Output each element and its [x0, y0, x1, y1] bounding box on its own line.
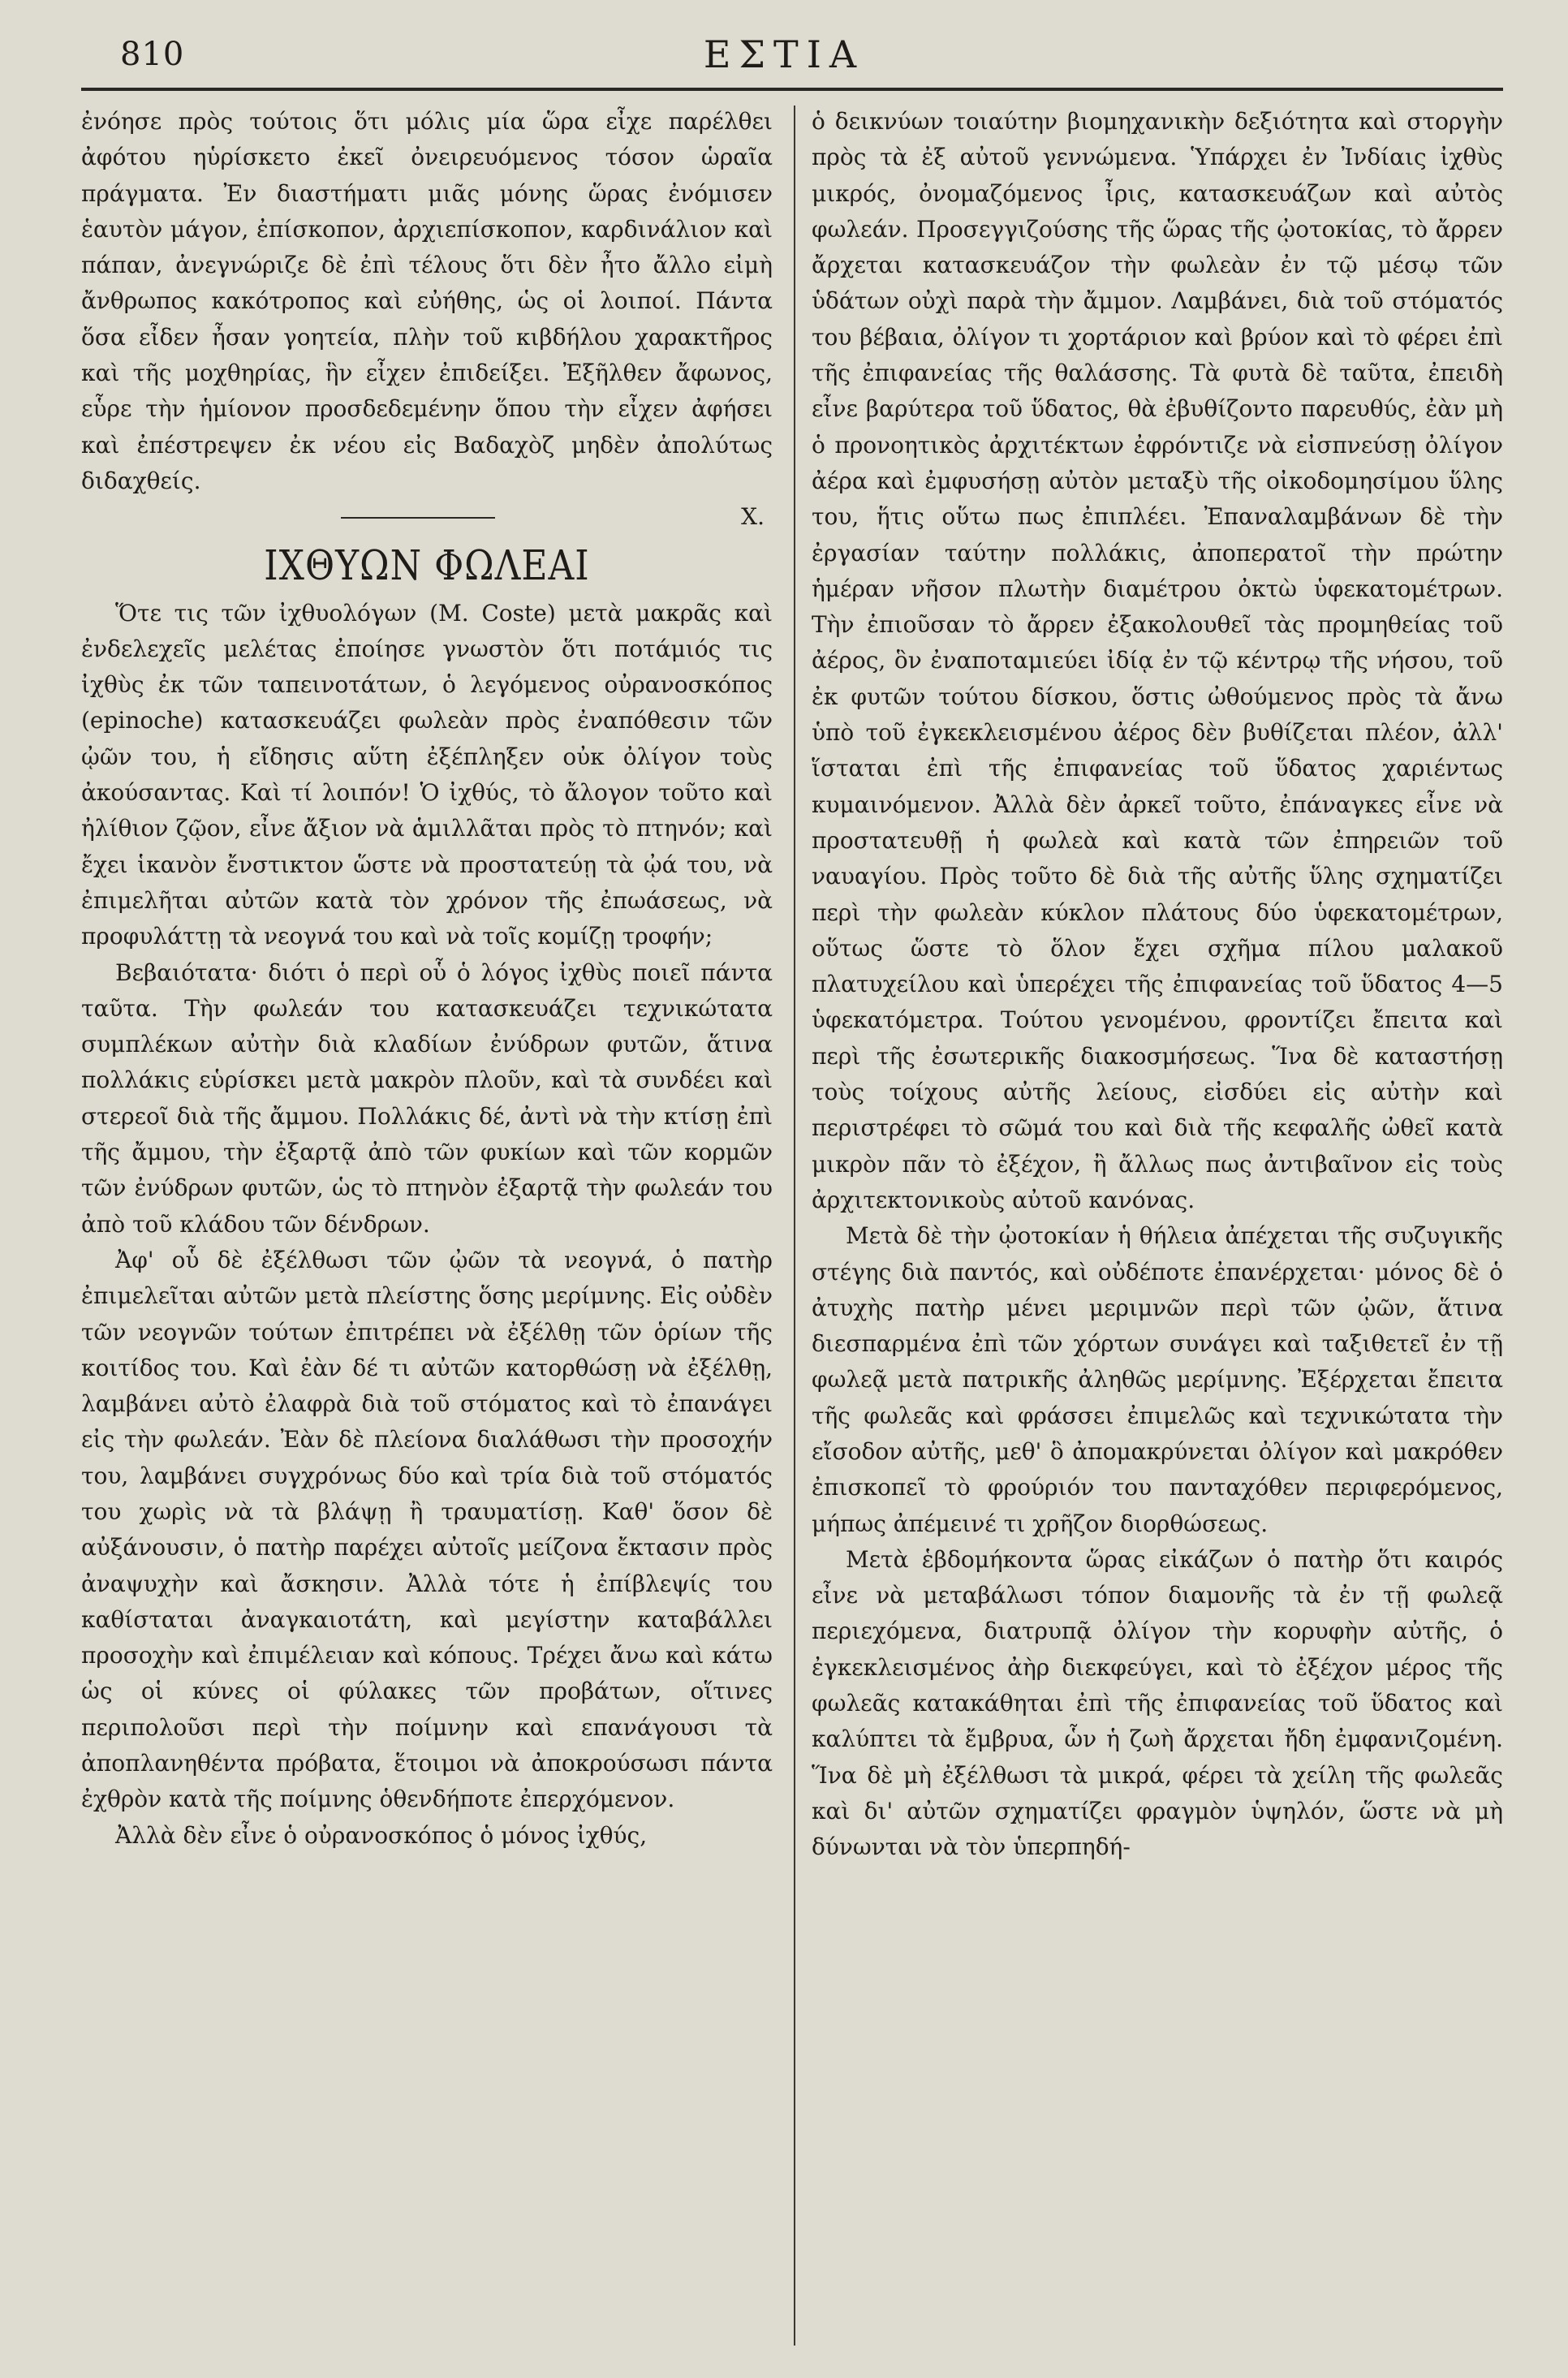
left-column — [81, 104, 773, 1854]
header-rule — [81, 88, 1503, 91]
right-column — [812, 104, 1503, 1866]
paragraph: Βεβαιότατα· διότι ὁ περὶ οὗ ὁ λόγος ἰχθὺς ποιεῖ πάντα ταῦτα. Τὴν φωλεάν του κατασκευάζει τεχνικώτατα συμπλέκων αὐτὴν διὰ κλαδίων ἐνύδρων φυτῶν, ἅτινα πολλάκις εὑρίσκει μετὰ μακρὸν πλοῦν, καὶ τὰ συνδέει καὶ στερεοῖ διὰ τῆς ἄμμου. Πολλάκις δέ, ἀντὶ νὰ τὴν κτίσῃ ἐπὶ τῆς ἄμμου, τὴν ἐξαρτᾷ ἀπὸ τῶν φυκίων καὶ τῶν κορμῶν τῶν ἐνύδρων φυτῶν, ὡς τὸ πτηνὸν ἐξαρτᾷ τὴν φωλεάν του ἀπὸ τοῦ κλάδου τῶν δένδρων. — [81, 959, 773, 1238]
signature-line — [81, 499, 773, 535]
paragraph: Ἀλλὰ δὲν εἶνε ὁ οὐρανοσκόπος ὁ μόνος ἰχθύς, — [115, 1821, 648, 1849]
paragraph: Ὅτε τις τῶν ἰχθυολόγων (Μ. Coste) μετὰ μακρᾶς καὶ ἐνδελεχεῖς μελέτας ἐποίησε γνωστὸν ὅτι ποτάμιός τις ἰχθὺς ἐκ τῶν ταπεινοτάτων, ὁ λεγόμενος οὐρανοσκόπος (epinoche) κατασκευάζει φωλεὰν πρὸς ἐναπόθεσιν τῶν ᾠῶν του, ἡ εἴδησις αὕτη ἐξέπληξεν οὐκ ὀλίγον τοὺς ἀκούσαντας. Καὶ τί λοιπόν! Ὁ ἰχθύς, τὸ ἄλογον τοῦτο καὶ ἠλίθιον ζῷον, εἶνε ἄξιον νὰ ἁμιλλᾶται πρὸς τὸ πτηνόν; καὶ ἔχει ἱκανὸν ἔνστικτον ὥστε νὰ προστατεύῃ τὰ ᾠά του, νὰ ἐπιμελῆται αὐτῶν κατὰ τὸν χρόνον τῆς ἐπωάσεως, νὰ προφυλάττῃ τὰ νεογνά του καὶ νὰ τοῖς κομίζῃ τροφήν; — [81, 599, 773, 950]
intro-paragraph: ἐνόησε πρὸς τούτοις ὅτι μόλις μία ὥρα εἶχε παρέλθει ἀφότου ηὑρίσκετο ἐκεῖ ὀνειρευόμενος τόσον ὡραῖα πράγματα. Ἐν διαστήματι μιᾶς μόνης ὥρας ἐνόμισεν ἑαυτὸν μάγον, ἐπίσκοπον, ἀρχιεπίσκοπον, καρδινάλιον καὶ πάπαν, ἀνεγνώριζε δὲ ἐπὶ τέλους ὅτι δὲν ἦτο ἄλλο εἰμὴ ἄνθρωπος κακότροπος καὶ εὐήθης, ὡς οἱ λοιποί. Πάντα ὅσα εἶδεν ἦσαν γοητεία, πλὴν τοῦ κιβδήλου χαρακτῆρος καὶ τῆς μοχθηρίας, ἣν εἶχεν ἐπιδείξει. Ἐξῆλθεν ἄφωνος, εὗρε τὴν ἡμίονον προσδεδεμένην ὅπου τὴν εἶχεν ἀφήσει καὶ ἐπέστρεψεν ἐκ νέου εἰς Βαδαχὸζ μηδὲν ἀπολύτως διδαχθείς. — [81, 108, 773, 494]
page-number: 810 — [120, 36, 185, 73]
running-head: ΕΣΤΙΑ — [703, 32, 865, 76]
column-divider — [794, 106, 795, 2346]
paragraph: Ἀφ' οὗ δὲ ἐξέλθωσι τῶν ᾠῶν τὰ νεογνά, ὁ πατὴρ ἐπιμελεῖται αὐτῶν μετὰ πλείστης ὅσης μερίμνης. Εἰς οὐδὲν τῶν νεογνῶν τούτων ἐπιτρέπει νὰ ἐξέλθῃ τῶν ὁρίων τῆς κοιτίδος του. Καὶ ἐὰν δέ τι αὐτῶν κατορθώσῃ νὰ ἐξέλθῃ, λαμβάνει αὐτὸ ἐλαφρὰ διὰ τοῦ στόματος καὶ τὸ ἐπανάγει εἰς τὴν φωλεάν. Ἐὰν δὲ πλείονα διαλάθωσι τὴν προσοχήν του, λαμβάνει συγχρόνως δύο καὶ τρία διὰ τοῦ στόματός του χωρὶς νὰ τὰ βλάψῃ ἢ τραυματίσῃ. Καθ' ὅσον δὲ αὐξάνουσιν, ὁ πατὴρ παρέχει αὐτοῖς μείζονα ἔκτασιν πρὸς ἀναψυχὴν καὶ ἄσκησιν. Ἀλλὰ τότε ἡ ἐπίβλεψίς του καθίσταται ἀναγκαιοτάτη, καὶ μεγίστην καταβάλλει προσοχὴν καὶ ἐπιμέλειαν καὶ κόπους. Τρέχει ἄνω καὶ κάτω ὡς οἱ κύνες οἱ φύλακες τῶν προβάτων, οἵτινες περιπολοῦσι περὶ τὴν ποίμνην καὶ επανάγουσι τὰ ἀποπλανηθέντα πρόβατα, ἕτοιμοι νὰ ἀποκρούσωσι πάντα ἐχθρὸν κατὰ τῆς ποίμνης ὁθενδήποτε ἐπερχόμενον. — [81, 1246, 773, 1813]
article-title: ΙΧΘΥΩΝ ΦΩΛΕΑΙ — [264, 541, 590, 590]
paragraph: Μετὰ ἑβδομήκοντα ὥρας εἰκάζων ὁ πατὴρ ὅτι καιρός εἶνε νὰ μεταβάλωσι τόπον διαμονῆς τὰ ἐν τῇ φωλεᾷ περιεχόμενα, διατρυπᾷ ὀλίγον τὴν κορυφὴν αὐτῆς, ὁ ἐγκεκλεισμένος ἀὴρ διεκφεύγει, καὶ τὸ ἐξέχον μέρος τῆς φωλεᾶς κατακάθηται ἐπὶ τῆς ἐπιφανείας τοῦ ὕδατος καὶ καλύπτει τὰ ἔμβρυα, ὧν ἡ ζωὴ ἄρχεται ἤδη ἐμφανιζομένη. Ἵνα δὲ μὴ ἐξέλθωσι τὰ μικρά, φέρει τὰ χείλη τῆς φωλεᾶς καὶ δι' αὐτῶν σχηματίζει φραγμὸν ὑψηλόν, ὥστε νὰ μὴ δύνωνται νὰ τὸν ὑπερπηδή- — [812, 1545, 1503, 1861]
signature-rule — [341, 517, 495, 519]
signature: Χ. — [741, 503, 765, 531]
paragraph: ὁ δεικνύων τοιαύτην βιομηχανικὴν δεξιότητα καὶ στοργὴν πρὸς τὰ ἐξ αὐτοῦ γεννώμενα. Ὑπάρχει ἐν Ἰνδίαις ἰχθὺς μικρός, ὀνομαζόμενος ἶρις, κατασκευάζων καὶ αὐτὸς φωλεάν. Προσεγγιζούσης τῆς ὥρας τῆς ᾠοτοκίας, τὸ ἄρρεν ἄρχεται κατασκευάζον τὴν φωλεὰν ἐν τῷ μέσῳ τῶν ὑδάτων οὐχὶ παρὰ τὴν ἄμμον. Λαμβάνει, διὰ τοῦ στόματός του βέβαια, ὀλίγον τι χορτάριον καὶ βρύον καὶ τὸ φέρει ἐπὶ τῆς ἐπιφανείας τῆς θαλάσσης. Τὰ φυτὰ δὲ ταῦτα, ἐπειδὴ εἶνε βαρύτερα τοῦ ὕδατος, θὰ ἐβυθίζοντο παρευθύς, ἐὰν μὴ ὁ προνοητικὸς ἀρχιτέκτων ἐφρόντιζε νὰ εἰσπνεύσῃ ὀλίγον ἀέρα καὶ ἐμφυσήσῃ αὐτὸν μεταξὺ τῆς οἰκοδομησίμου ὕλης του, ἥτις οὕτω πως ἐπιπλέει. Ἐπαναλαμβάνων δὲ τὴν ἐργασίαν ταύτην πολλάκις, ἀποπερατοῖ τὴν πρώτην ἡμέραν νῆσον πλωτὴν διαμέτρου ὀκτὼ ὑφεκατομέτρων. Τὴν ἐπιοῦσαν τὸ ἄρρεν ἐξακολουθεῖ τὰς προμηθείας τοῦ ἀέρος, ὃν ἐναποταμιεύει ἰδίᾳ ἐν τῷ κέντρῳ τῆς νήσου, τοῦ ἐκ φυτῶν τούτου δίσκου, ὅστις ὠθούμενος πρὸς τὰ ἄνω ὑπὸ τοῦ ἐγκεκλεισμένου ἀέρος δὲν βυθίζεται πλέον, ἀλλ' ἵσταται ἐπὶ τῆς ἐπιφανείας τοῦ ὕδατος χαριέντως κυμαινόμενον. Ἀλλὰ δὲν ἀρκεῖ τοῦτο, ἐπάναγκες εἶνε νὰ προστατευθῇ ἡ φωλεὰ καὶ κατὰ τῶν ἐπηρειῶν τοῦ ναυαγίου. Πρὸς τοῦτο δὲ διὰ τῆς αὐτῆς ὕλης σχηματίζει περὶ τὴν φωλεὰν κύκλον πλάτους δύο ὑφεκατομέτρων, οὕτως ὥστε τὸ ὅλον ἔχει σχῆμα πίλου μαλακοῦ πλατυχείλου καὶ ὑπερέχει τῆς ἐπιφανείας τοῦ ὕδατος 4—5 ὑφεκατόμετρα. Τούτου γενομένου, φροντίζει ἔπειτα καὶ περὶ τῆς ἐσωτερικῆς διακοσμήσεως. Ἵνα δὲ καταστήσῃ τοὺς τοίχους αὐτῆς λείους, εἰσδύει εἰς αὐτὴν καὶ περιστρέφει τὸ σῶμά του καὶ διὰ τῆς κεφαλῆς ὠθεῖ κατὰ μικρὸν πᾶν τὸ ἐξέχον, ἢ ἄλλως πως ἀντιβαῖνον εἰς τοὺς ἀρχιτεκτονικοὺς αὐτοῦ κανόνας. — [812, 108, 1503, 1213]
paragraph: Μετὰ δὲ τὴν ᾠοτοκίαν ἡ θήλεια ἀπέχεται τῆς συζυγικῆς στέγης διὰ παντός, καὶ οὐδέποτε ἐπανέρχεται· μόνος δὲ ὁ ἀτυχὴς πατὴρ μένει μεριμνῶν περὶ τῶν ᾠῶν, ἅτινα διεσπαρμένα ἐπὶ τῶν χόρτων συνάγει καὶ ταξιθετεῖ ἐν τῇ φωλεᾷ μετὰ πατρικῆς ἀληθῶς μερίμνης. Ἐξέρχεται ἔπειτα τῆς φωλεᾶς καὶ φράσσει ἐπιμελῶς καὶ τεχνικώτατα τὴν εἴσοδον αὐτῆς, μεθ' ὃ ἀπομακρύνεται ὀλίγον καὶ μακρόθεν ἐπισκοπεῖ τὸ φρούριόν του πανταχόθεν περιφερόμενος, μήπως ἀπέμεινέ τι χρῆζον διορθώσεως. — [812, 1222, 1503, 1537]
